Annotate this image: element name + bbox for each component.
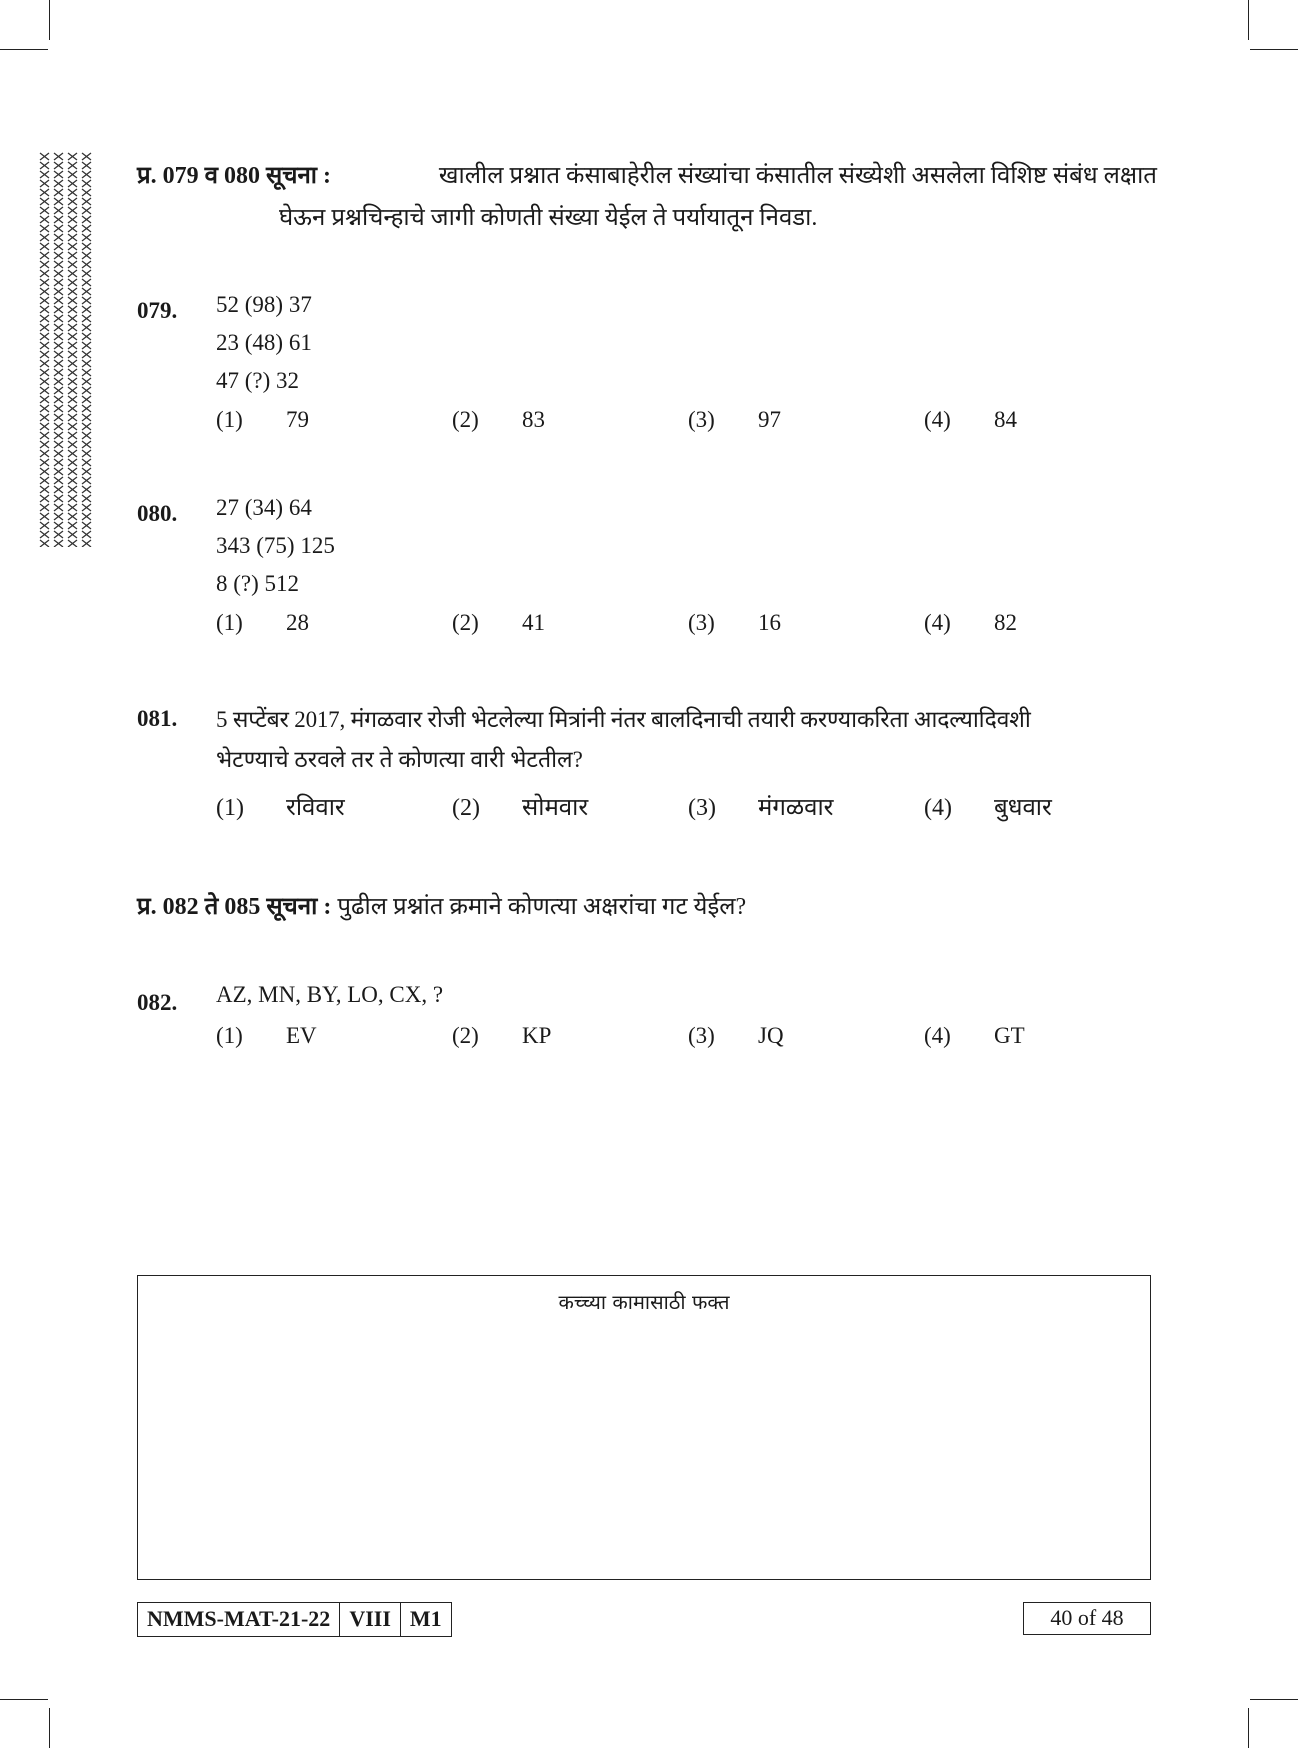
question-number-081: 081.: [137, 706, 178, 731]
instruction-79-80-prefix: प्र. 079 व 080 सूचना :: [137, 163, 331, 189]
option-label: (4): [924, 610, 951, 635]
footer-exam-code: [137, 1602, 452, 1637]
question-082-option-4[interactable]: [924, 1023, 1025, 1049]
option-value: सोमवार: [522, 795, 589, 821]
question-080-line-2: 343 (75) 125: [216, 533, 335, 558]
footer-class-text: VIII: [340, 1603, 401, 1636]
option-value: KP: [522, 1023, 552, 1048]
question-079-option-4[interactable]: [924, 407, 1017, 433]
question-081-option-3[interactable]: [688, 790, 833, 823]
question-079-option-2[interactable]: [452, 407, 545, 433]
option-value: 82: [994, 610, 1017, 635]
question-081-option-1[interactable]: [216, 790, 345, 823]
question-082-option-2[interactable]: [452, 1023, 551, 1049]
option-label: (4): [924, 1023, 951, 1048]
question-082-line-1: AZ, MN, BY, LO, CX, ?: [216, 982, 444, 1007]
question-number-080: 080.: [137, 501, 178, 526]
option-value: बुधवार: [994, 795, 1052, 821]
option-value: 83: [522, 407, 545, 432]
option-label: (3): [688, 407, 715, 432]
question-080-option-1[interactable]: [216, 610, 309, 636]
footer-page-number: 40 of 48: [1023, 1602, 1151, 1635]
footer-medium-text: M1: [409, 1606, 442, 1631]
question-number-079: 079.: [137, 298, 178, 323]
option-label: (2): [452, 610, 479, 635]
question-number-082: 082.: [137, 990, 178, 1015]
crop-mark-top-left-h: [0, 49, 48, 50]
instruction-79-80: [137, 153, 1157, 241]
option-label: (1): [216, 1023, 243, 1048]
rough-work-title: कच्च्या कामासाठी फक्त: [558, 1290, 730, 1314]
option-value: 41: [522, 610, 545, 635]
question-079-option-1[interactable]: [216, 407, 309, 433]
instruction-82-85: [137, 884, 746, 930]
question-081-option-2[interactable]: [452, 790, 588, 823]
option-label: (2): [452, 795, 480, 821]
question-081-line-2: भेटण्याचे ठरवले तर ते कोणत्या वारी भेटतील?: [216, 747, 583, 772]
instruction-79-80-line1: [137, 153, 1157, 199]
question-081-line-1: 5 सप्टेंबर 2017, मंगळवार रोजी भेटलेल्या मित्रांनी नंतर बालदिनाची तयारी करण्याकरिता आदल्यादिवशी: [216, 707, 1031, 732]
question-079-option-3[interactable]: [688, 407, 781, 433]
question-080-option-2[interactable]: [452, 610, 545, 636]
question-079-line-3: 47 (?) 32: [216, 368, 300, 393]
crop-mark-bottom-right-v: [1248, 1708, 1249, 1748]
option-value: 84: [994, 407, 1017, 432]
option-label: (2): [452, 1023, 479, 1048]
option-value: 79: [286, 407, 309, 432]
question-082-option-1[interactable]: [216, 1023, 317, 1049]
option-label: (2): [452, 407, 479, 432]
crop-mark-top-left-v: [49, 0, 50, 40]
option-label: (1): [216, 795, 244, 821]
instruction-79-80-text2: घेऊन प्रश्नचिन्हाचे जागी कोणती संख्या येईल ते पर्यायातून निवडा.: [279, 205, 818, 231]
option-label: (3): [688, 795, 716, 821]
option-value: GT: [994, 1023, 1025, 1048]
option-label: (4): [924, 407, 951, 432]
option-value: JQ: [758, 1023, 784, 1048]
question-079-line-1: 52 (98) 37: [216, 292, 312, 317]
option-value: मंगळवार: [758, 795, 834, 821]
crop-mark-bottom-left-v: [49, 1708, 50, 1748]
option-label: (1): [216, 610, 243, 635]
question-079-line-2: 23 (48) 61: [216, 330, 312, 355]
footer-code-text: NMMS-MAT-21-22: [138, 1603, 340, 1636]
option-value: EV: [286, 1023, 317, 1048]
instruction-79-80-text1: खालील प्रश्नात कंसाबाहेरील संख्यांचा कंसातील संख्येशी असलेला विशिष्ट संबंध लक्षात: [438, 163, 1157, 189]
option-label: (3): [688, 1023, 715, 1048]
question-080-line-1: 27 (34) 64: [216, 495, 312, 520]
instruction-82-85-text: पुढील प्रश्नांत क्रमाने कोणत्या अक्षरांचा गट येईल?: [337, 894, 747, 920]
margin-cross-pattern: [38, 152, 94, 547]
option-value: 16: [758, 610, 781, 635]
instruction-82-85-prefix: प्र. 082 ते 085 सूचना :: [137, 894, 332, 920]
option-label: (3): [688, 610, 715, 635]
rough-work-box: [137, 1275, 1151, 1580]
question-081-option-4[interactable]: [924, 790, 1052, 823]
option-value: 28: [286, 610, 309, 635]
question-080-option-3[interactable]: [688, 610, 781, 636]
question-080-option-4[interactable]: [924, 610, 1017, 636]
crop-mark-top-right-v: [1248, 0, 1249, 40]
question-080-line-3: 8 (?) 512: [216, 571, 300, 596]
option-label: (1): [216, 407, 243, 432]
option-value: 97: [758, 407, 781, 432]
question-082-option-3[interactable]: [688, 1023, 784, 1049]
option-value: रविवार: [286, 795, 345, 821]
crop-mark-bottom-left-h: [0, 1699, 48, 1700]
crop-mark-top-right-h: [1250, 49, 1298, 50]
crop-mark-bottom-right-h: [1250, 1699, 1298, 1700]
option-label: (4): [924, 795, 952, 821]
